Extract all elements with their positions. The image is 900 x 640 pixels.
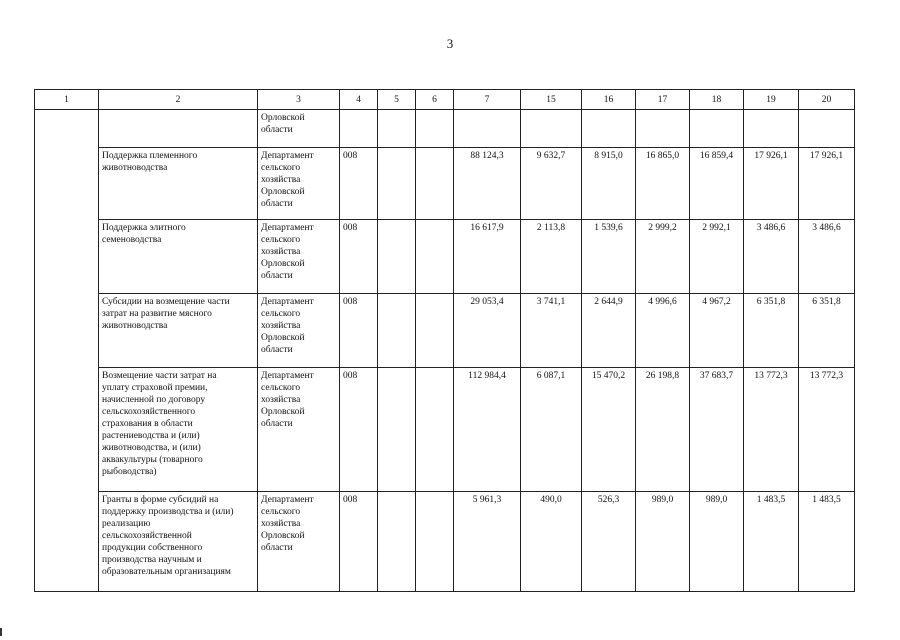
table-cell-value: 2 992,1 <box>690 220 744 294</box>
table-cell-name <box>99 148 258 220</box>
table-cell-name <box>99 294 258 368</box>
table-cell-value: 16 859,4 <box>690 148 744 220</box>
table-cell-value: 3 486,6 <box>799 220 855 294</box>
table-cell-value: 4 967,2 <box>690 294 744 368</box>
table-cell-value: 2 113,8 <box>521 220 582 294</box>
column-header: 19 <box>744 90 799 110</box>
table-cell-value: 15 470,2 <box>582 368 636 492</box>
table-cell <box>454 110 521 148</box>
table-cell <box>521 110 582 148</box>
table-cell-dept <box>258 110 340 148</box>
column-header: 4 <box>340 90 378 110</box>
table-cell <box>378 110 416 148</box>
dept-text: Департамент сельского хозяйства Орловской области <box>261 151 314 209</box>
table-cell-value: 490,0 <box>521 492 582 592</box>
page-number: 3 <box>446 36 454 51</box>
table-cell-value: 1 483,5 <box>744 492 799 592</box>
dept-text: Департамент сельского хозяйства Орловской области <box>261 371 314 429</box>
table-cell <box>378 492 416 592</box>
table-cell-value: 5 961,3 <box>454 492 521 592</box>
column-header: 6 <box>416 90 454 110</box>
table-cell-value: 13 772,3 <box>799 368 855 492</box>
column-header: 1 <box>35 90 99 110</box>
table-cell-value: 2 644,9 <box>582 294 636 368</box>
measure-name: Возмещение части затрат на уплату страховой премии, начисленной по договору сельскохозяйственного страхования в области растениеводства и (или) животноводства, и (или) аквакультуры (товарного рыбоводства) <box>102 371 217 477</box>
table-cell-value: 13 772,3 <box>744 368 799 492</box>
table-cell <box>799 110 855 148</box>
measure-name: Субсидии на возмещение части затрат на развитие мясного животноводства <box>102 297 230 331</box>
table-cell-name <box>99 368 258 492</box>
table-cell-dept <box>258 148 340 220</box>
table-cell-dept <box>258 492 340 592</box>
dept-text: Департамент сельского хозяйства Орловской области <box>261 495 314 553</box>
table-cell-dept <box>258 294 340 368</box>
table-cell <box>378 148 416 220</box>
dept-text: Департамент сельского хозяйства Орловской области <box>261 297 314 355</box>
measure-name: Поддержка племенного животноводства <box>102 151 198 173</box>
table-cell <box>416 492 454 592</box>
table-cell-code: 008 <box>340 148 378 220</box>
column-header: 2 <box>99 90 258 110</box>
table-cell <box>690 110 744 148</box>
table-cell-value: 6 351,8 <box>799 294 855 368</box>
table-cell <box>416 110 454 148</box>
dept-text: Орловской области <box>261 113 305 135</box>
measure-name: Поддержка элитного семеноводства <box>102 223 186 245</box>
table-cell <box>416 368 454 492</box>
table-cell <box>99 110 258 148</box>
table-cell-code: 008 <box>340 368 378 492</box>
table-cell-value: 3 486,6 <box>744 220 799 294</box>
table-cell-value: 16 865,0 <box>636 148 690 220</box>
column-header: 20 <box>799 90 855 110</box>
table-cell-value: 526,3 <box>582 492 636 592</box>
column-header: 5 <box>378 90 416 110</box>
table-cell <box>340 110 378 148</box>
table-cell-value: 16 617,9 <box>454 220 521 294</box>
table-row <box>35 294 855 368</box>
table-cell <box>582 110 636 148</box>
table-cell-value: 1 483,5 <box>799 492 855 592</box>
table-cell-value: 37 683,7 <box>690 368 744 492</box>
table-cell-value: 1 539,6 <box>582 220 636 294</box>
table-cell-value: 88 124,3 <box>454 148 521 220</box>
table-cell-dept <box>258 220 340 294</box>
table-cell-value: 989,0 <box>690 492 744 592</box>
table-row <box>35 220 855 294</box>
table-cell-value: 6 087,1 <box>521 368 582 492</box>
table-cell <box>744 110 799 148</box>
table-cell-code: 008 <box>340 294 378 368</box>
table-cell-dept <box>258 368 340 492</box>
table-cell-name <box>99 492 258 592</box>
merged-column-1-cell <box>35 110 99 592</box>
column-header: 17 <box>636 90 690 110</box>
budget-table <box>34 89 855 592</box>
table-cell <box>416 294 454 368</box>
table-cell-value: 26 198,8 <box>636 368 690 492</box>
table-row <box>35 368 855 492</box>
table-cell-value: 29 053,4 <box>454 294 521 368</box>
table-cell <box>416 148 454 220</box>
dept-text: Департамент сельского хозяйства Орловской области <box>261 223 314 281</box>
column-header: 18 <box>690 90 744 110</box>
table-cell <box>636 110 690 148</box>
column-header: 3 <box>258 90 340 110</box>
table-cell <box>378 220 416 294</box>
table-cell-code: 008 <box>340 220 378 294</box>
table-row <box>35 148 855 220</box>
table-cell-value: 9 632,7 <box>521 148 582 220</box>
measure-name: Гранты в форме субсидий на поддержку производства и (или) реализацию сельскохозяйственной продукции собственного производства научным и образовательным организациям <box>102 495 234 577</box>
table-cell <box>416 220 454 294</box>
column-header: 15 <box>521 90 582 110</box>
scan-edge-mark <box>0 628 2 636</box>
table-cell-value: 17 926,1 <box>799 148 855 220</box>
table-cell <box>378 368 416 492</box>
table-cell-value: 989,0 <box>636 492 690 592</box>
column-header: 7 <box>454 90 521 110</box>
table-row-continuation <box>35 110 855 148</box>
table-cell-value: 8 915,0 <box>582 148 636 220</box>
column-header: 16 <box>582 90 636 110</box>
table-row <box>35 492 855 592</box>
table-cell-value: 4 996,6 <box>636 294 690 368</box>
table-cell-value: 2 999,2 <box>636 220 690 294</box>
table-cell-value: 6 351,8 <box>744 294 799 368</box>
table-cell-code: 008 <box>340 492 378 592</box>
table-cell-value: 112 984,4 <box>454 368 521 492</box>
table-cell-name <box>99 220 258 294</box>
table-cell <box>378 294 416 368</box>
header-row <box>35 90 855 110</box>
table-cell-value: 3 741,1 <box>521 294 582 368</box>
table-cell-value: 17 926,1 <box>744 148 799 220</box>
